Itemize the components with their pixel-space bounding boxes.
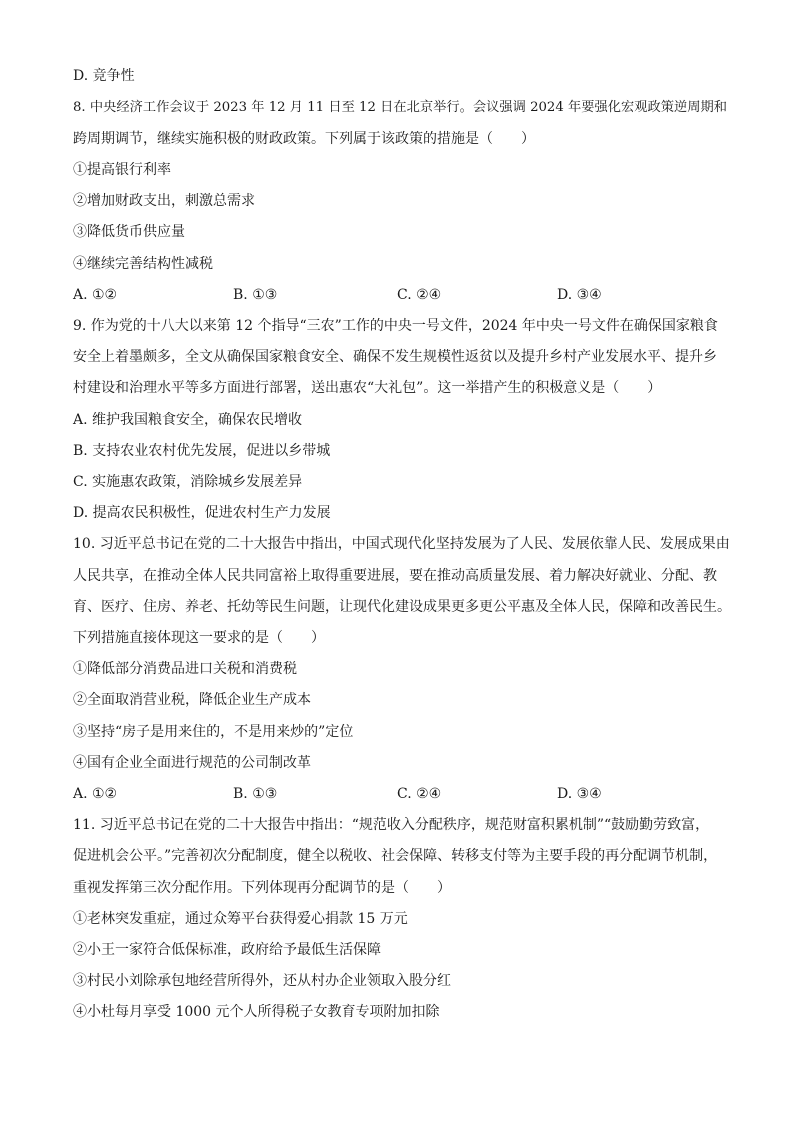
q8-item: ①提高银行利率	[73, 162, 171, 178]
q9-choice-b: B. 支持农业农村优先发展，促进以乡带城	[73, 443, 331, 459]
prev-option-d: D. 竞争性	[73, 68, 135, 84]
q8-choice-b: B. ①③	[233, 287, 278, 303]
q10-item: ④国有企业全面进行规范的公司制改革	[73, 755, 311, 771]
q8-choice-a: A. ①②	[73, 287, 118, 303]
q10-choice-b: B. ①③	[233, 786, 278, 802]
q8-item: ③降低货币供应量	[73, 224, 185, 240]
q10-choice-c: C. ②④	[397, 786, 442, 802]
q9-choice-a: A. 维护我国粮食安全，确保农民增收	[73, 412, 303, 428]
q9-choice-d: D. 提高农民积极性，促进农村生产力发展	[73, 505, 331, 521]
q10-stem-line: 下列措施直接体现这一要求的是（ ）	[73, 630, 325, 646]
q8-choice-d: D. ③④	[557, 287, 602, 303]
q9-stem-line: 安全上着墨颇多，全文从确保国家粮食安全、确保不发生规模性返贫以及提升乡村产业发展水平、提升乡	[73, 349, 717, 365]
q8-item: ②增加财政支出，刺激总需求	[73, 193, 255, 209]
q8-choice-c: C. ②④	[397, 287, 442, 303]
q10-stem-line: 育、医疗、住房、养老、托幼等民生问题，让现代化建设成果更多更公平惠及全体人民，保障和改善民生。	[73, 599, 731, 615]
q10-item: ①降低部分消费品进口关税和消费税	[73, 661, 297, 677]
q8-item: ④继续完善结构性减税	[73, 256, 213, 272]
q11-stem-line: 重视发挥第三次分配作用。下列体现再分配调节的是（ ）	[73, 880, 451, 896]
q10-item: ③坚持“房子是用来住的，不是用来炒的”定位	[73, 724, 354, 740]
q10-stem-line: 人民共享，在推动全体人民共同富裕上取得重要进展，要在推动高质量发展、着力解决好就业、分配、教	[73, 568, 717, 584]
q10-choice-d: D. ③④	[557, 786, 602, 802]
q9-stem-line: 9. 作为党的十八大以来第 12 个指导“三农”工作的中央一号文件，2024 年中央一号文件在确保国家粮食	[73, 318, 718, 334]
q9-choice-c: C. 实施惠农政策，消除城乡发展差异	[73, 474, 303, 490]
q11-stem-line: 11. 习近平总书记在党的二十大报告中指出：“规范收入分配秩序，规范财富积累机制”“鼓励勤劳致富，	[73, 817, 710, 833]
q10-choice-a: A. ①②	[73, 786, 118, 802]
q11-item: ②小王一家符合低保标准，政府给予最低生活保障	[73, 942, 381, 958]
q11-item: ④小杜每月享受 1000 元个人所得税子女教育专项附加扣除	[73, 1004, 440, 1020]
q8-stem-line: 跨周期调节，继续实施积极的财政政策。下列属于该政策的措施是（ ）	[73, 131, 535, 147]
q11-stem-line: 促进机会公平。”完善初次分配制度，健全以税收、社会保障、转移支付等为主要手段的再分配调节机制，	[73, 848, 718, 864]
q9-stem-line: 村建设和治理水平等多方面进行部署，送出惠农“大礼包”。这一举措产生的积极意义是（ ）	[73, 380, 662, 396]
q10-item: ②全面取消营业税，降低企业生产成本	[73, 692, 311, 708]
q8-stem-line: 8. 中央经济工作会议于 2023 年 12 月 11 日至 12 日在北京举行。会议强调 2024 年要强化宏观政策逆周期和	[73, 100, 727, 115]
q11-item: ①老林突发重症，通过众筹平台获得爱心捐款 15 万元	[73, 911, 408, 927]
q10-stem-line: 10. 习近平总书记在党的二十大报告中指出，中国式现代化坚持发展为了人民、发展依靠人民、发展成果由	[73, 536, 730, 552]
q11-item: ③村民小刘除承包地经营所得外，还从村办企业领取入股分红	[73, 973, 451, 989]
